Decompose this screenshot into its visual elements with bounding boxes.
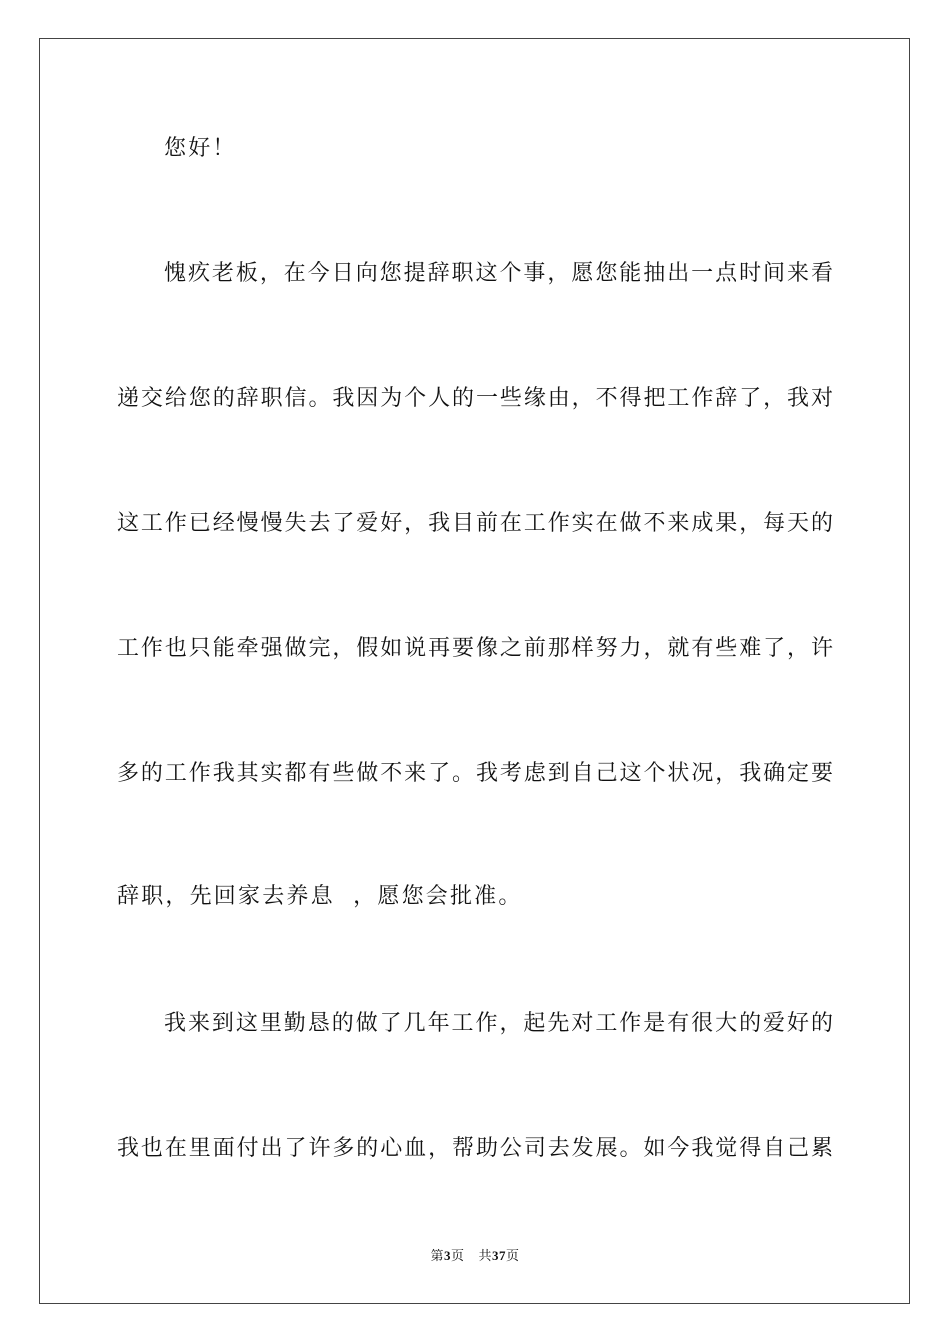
body-line-4: 工作也只能牵强做完，假如说再要像之前那样努力，就有些难了，许 xyxy=(117,636,833,661)
footer-total-prefix: 共 xyxy=(478,1249,493,1264)
salutation: 您好！ xyxy=(164,136,237,161)
footer-page-prefix: 第 xyxy=(430,1249,444,1264)
footer-total-suffix: 页 xyxy=(506,1249,520,1264)
body-line-1: 愧疚老板，在今日向您提辞职这个事，愿您能抽出一点时间来看 xyxy=(164,261,833,286)
footer-current-page: 3 xyxy=(443,1248,451,1263)
body-line-7: 我来到这里勤恳的做了几年工作，起先对工作是有很大的爱好的 xyxy=(164,1011,833,1036)
body-line-8: 我也在里面付出了许多的心血，帮助公司去发展。如今我觉得自己累 xyxy=(117,1136,833,1161)
footer-page-suffix: 页 xyxy=(450,1249,465,1264)
body-line-6: 辞职，先回家去养息 ，愿您会批准。 xyxy=(117,884,523,909)
page-frame xyxy=(39,38,910,1304)
body-line-5: 多的工作我其实都有些做不来了。我考虑到自己这个状况，我确定要 xyxy=(117,761,833,786)
body-line-3: 这工作已经慢慢失去了爱好，我目前在工作实在做不来成果，每天的 xyxy=(117,511,833,536)
page-footer xyxy=(0,1247,950,1266)
footer-total-pages: 37 xyxy=(492,1248,507,1263)
body-line-2: 递交给您的辞职信。我因为个人的一些缘由，不得把工作辞了，我对 xyxy=(117,386,833,411)
